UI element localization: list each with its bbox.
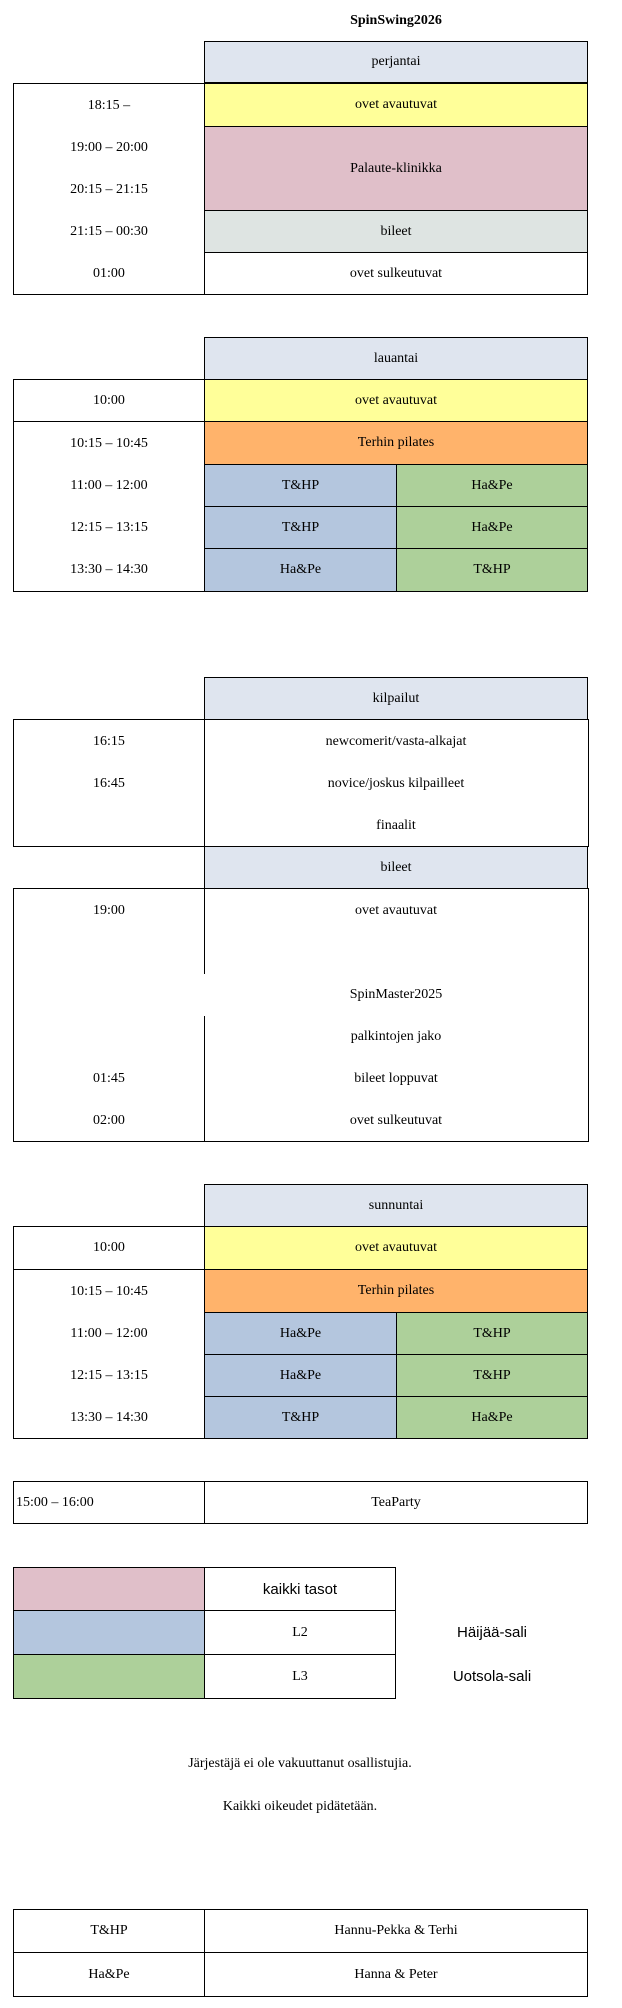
party-time-5: 02:00 <box>93 1113 125 1128</box>
sunday-time-5: 13:30 – 14:30 <box>70 1410 148 1425</box>
legend-room-l3: Uotsola-sali <box>452 1668 532 1685</box>
sunday-time-4: 12:15 – 13:15 <box>70 1368 148 1383</box>
day-header-sunday: sunnuntai <box>204 1184 588 1227</box>
friday-time-1: 18:15 – <box>87 98 131 113</box>
saturday-class-l2-1: T&HP <box>204 464 397 507</box>
friday-event-feedback-clinic: Palaute-klinikka <box>204 126 588 211</box>
saturday-event-doors-open: ovet avautuvat <box>204 379 588 422</box>
section-header-competitions: kilpailut <box>204 677 588 720</box>
legend-swatch-l2 <box>13 1610 205 1655</box>
saturday-time-4: 12:15 – 13:15 <box>70 520 148 535</box>
legend-swatch-all-levels <box>13 1567 205 1611</box>
sunday-event-pilates: Terhin pilates <box>204 1269 588 1313</box>
sunday-class-l2-3: T&HP <box>204 1396 397 1439</box>
competitions-event-3: finaalit <box>376 818 416 833</box>
saturday-time-1: 10:00 <box>13 379 205 422</box>
saturday-class-l3-1: Ha&Pe <box>396 464 588 507</box>
competitions-time-1: 16:15 <box>93 734 125 749</box>
teaparty-event: TeaParty <box>204 1481 588 1524</box>
saturday-event-pilates: Terhin pilates <box>204 421 588 465</box>
teacher-name-1: Hannu-Pekka & Terhi <box>204 1909 588 1953</box>
sunday-class-l3-3: Ha&Pe <box>396 1396 588 1439</box>
party-event-awards: palkintojen jako <box>350 1029 442 1044</box>
sunday-time-1: 10:00 <box>13 1226 205 1270</box>
page-title: SpinSwing2026 <box>350 13 442 28</box>
teaparty-time: 15:00 – 16:00 <box>13 1481 205 1524</box>
note-rights: Kaikki oikeudet pidätetään. <box>222 1799 378 1814</box>
party-time-4: 01:45 <box>93 1071 125 1086</box>
friday-time-4: 21:15 – 00:30 <box>70 224 148 239</box>
day-header-friday: perjantai <box>204 41 588 83</box>
saturday-time-2: 10:15 – 10:45 <box>70 436 148 451</box>
competitions-time-2: 16:45 <box>93 776 125 791</box>
note-insurance: Järjestäjä ei ole vakuuttanut osallistujia. <box>188 1756 412 1771</box>
teacher-code-2: Ha&Pe <box>13 1952 205 1997</box>
friday-time-5: 01:00 <box>93 266 125 281</box>
party-time-1: 19:00 <box>93 903 125 918</box>
competitions-event-2: novice/joskus kilpailleet <box>327 776 465 791</box>
sunday-class-l3-2: T&HP <box>396 1354 588 1397</box>
party-event-party-ends: bileet loppuvat <box>354 1071 438 1086</box>
friday-event-party: bileet <box>204 210 588 253</box>
saturday-time-3: 11:00 – 12:00 <box>70 478 148 493</box>
saturday-class-l3-3: T&HP <box>396 548 588 592</box>
saturday-time-5: 13:30 – 14:30 <box>70 562 148 577</box>
party-event-doors-close: ovet sulkeutuvat <box>349 1113 443 1128</box>
legend-label-l3: L3 <box>204 1654 396 1699</box>
sunday-time-2: 10:15 – 10:45 <box>70 1284 148 1299</box>
teacher-code-1: T&HP <box>13 1909 205 1953</box>
competitions-event-1: newcomerit/vasta-alkajat <box>325 734 467 749</box>
friday-event-doors-close: ovet sulkeutuvat <box>204 252 588 295</box>
sunday-class-l2-1: Ha&Pe <box>204 1312 397 1355</box>
day-header-saturday: lauantai <box>204 337 588 380</box>
saturday-class-l2-3: Ha&Pe <box>204 548 397 592</box>
section-header-party: bileet <box>204 846 588 889</box>
sunday-class-l2-2: Ha&Pe <box>204 1354 397 1397</box>
teacher-name-2: Hanna & Peter <box>204 1952 588 1997</box>
legend-label-all-levels: kaikki tasot <box>204 1567 396 1611</box>
party-event-spinmaster: SpinMaster2025 <box>349 987 443 1002</box>
friday-time-2: 19:00 – 20:00 <box>70 140 148 155</box>
sunday-event-doors-open: ovet avautuvat <box>204 1226 588 1270</box>
friday-event-doors-open: ovet avautuvat <box>204 83 588 127</box>
saturday-class-l3-2: Ha&Pe <box>396 506 588 549</box>
party-event-doors-open: ovet avautuvat <box>354 903 438 918</box>
legend-swatch-l3 <box>13 1654 205 1699</box>
sunday-class-l3-1: T&HP <box>396 1312 588 1355</box>
sunday-time-3: 11:00 – 12:00 <box>70 1326 148 1341</box>
saturday-class-l2-2: T&HP <box>204 506 397 549</box>
legend-room-l2: Häijää-sali <box>456 1624 528 1641</box>
legend-label-l2: L2 <box>204 1610 396 1655</box>
friday-time-3: 20:15 – 21:15 <box>70 182 148 197</box>
